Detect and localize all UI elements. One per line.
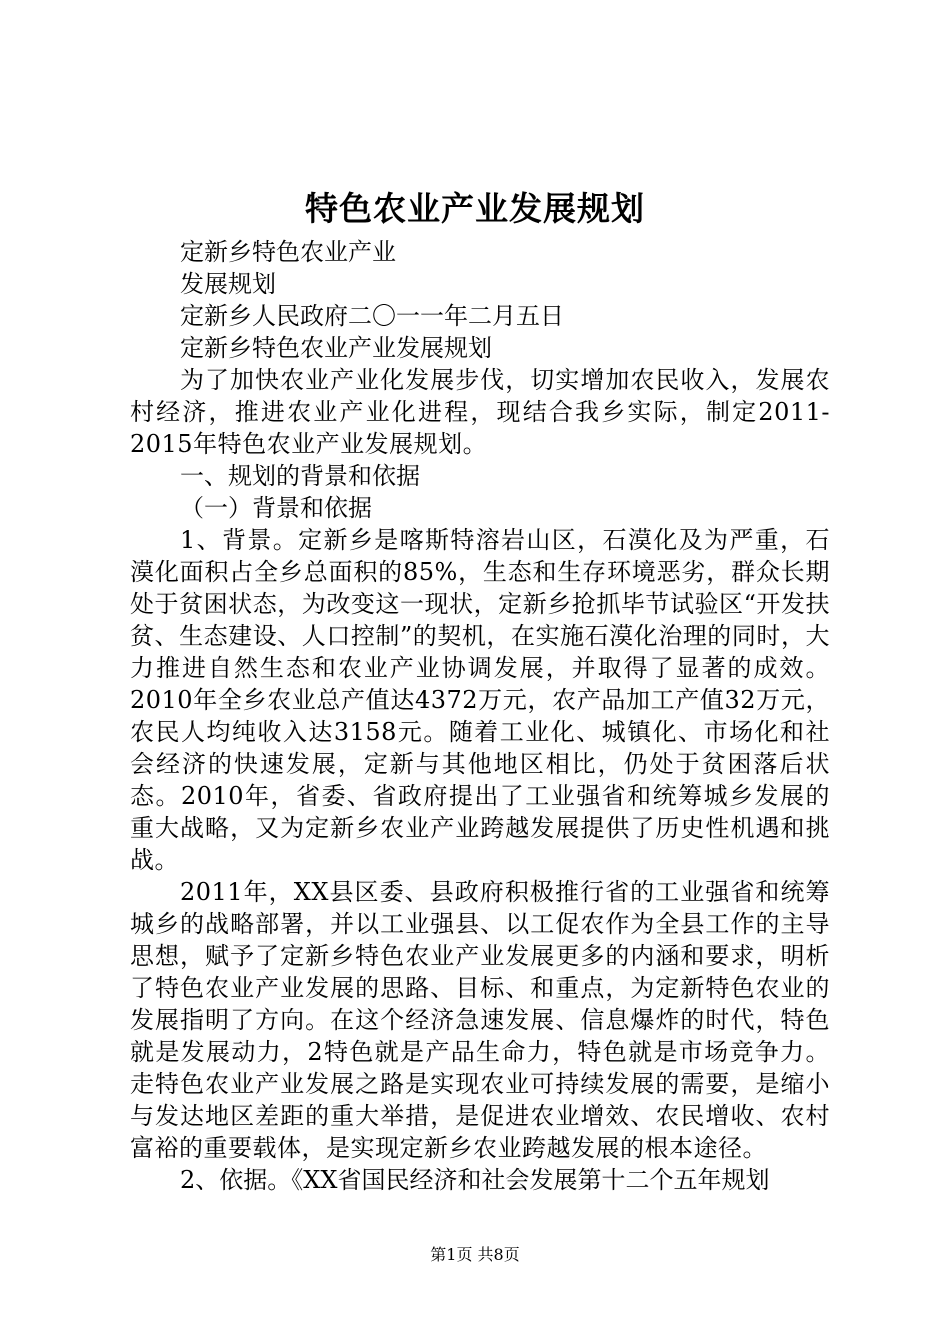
section-1-heading: 一、规划的背景和依据 bbox=[180, 462, 420, 490]
intro-paragraph: 为了加快农业产业化发展步伐，切实增加农民收入，发展农村经济，推进农业产业化进程，现结合我乡实际，制定2011-2015年特色农业产业发展规划。 bbox=[130, 366, 830, 458]
document-title: 特色农业产业发展规划 bbox=[305, 189, 645, 228]
background-paragraph: 1、背景。定新乡是喀斯特溶岩山区，石漠化及为严重，石漠化面积占全乡总面积的85%，生态和生存环境恶劣，群众长期处于贫困状态，为改变这一现状，定新乡抢抓毕节试验区“开发扶贫、生态建设、人口控制”的契机，在实施石漠化治理的同时，大力推进自然生态和农业产业协调发展，并取得了显著的成效。2010年全乡农业总产值达4372万元，农产品加工产值32万元，农民人均纯收入达3158元。随着工业化、城镇化、市场化和社会经济的快速发展，定新与其他地区相比，仍处于贫困落后状态。2010年，省委、省政府提出了工业强省和统筹城乡发展的重大战略，又为定新乡农业产业跨越发展提供了历史性机遇和挑战。 bbox=[130, 526, 830, 874]
page-footer: 第1页 共8页 bbox=[430, 1245, 520, 1264]
document-body bbox=[130, 236, 830, 1196]
header-line-4: 定新乡特色农业产业发展规划 bbox=[180, 334, 492, 362]
header-line-2: 发展规划 bbox=[180, 270, 276, 298]
header-line-1: 定新乡特色农业产业 bbox=[180, 238, 396, 266]
subsection-1-heading: （一）背景和依据 bbox=[180, 494, 372, 522]
paragraph-2011: 2011年，XX县区委、县政府积极推行省的工业强省和统筹城乡的战略部署，并以工业强县、以工促农作为全县工作的主导思想，赋予了定新乡特色农业产业发展更多的内涵和要求，明析了特色农业产业发展的思路、目标、和重点，为定新特色农业的发展指明了方向。在这个经济急速发展、信息爆炸的时代，特色就是发展动力，2特色就是产品生命力，特色就是市场竞争力。走特色农业产业发展之路是实现农业可持续发展的需要，是缩小与发达地区差距的重大举措，是促进农业增效、农民增收、农村富裕的重要载体，是实现定新乡农业跨越发展的根本途径。 bbox=[130, 878, 830, 1162]
basis-paragraph: 2、依据。《XX省国民经济和社会发展第十二个五年规划 bbox=[180, 1166, 770, 1194]
header-line-3: 定新乡人民政府二〇一一年二月五日 bbox=[180, 302, 564, 330]
